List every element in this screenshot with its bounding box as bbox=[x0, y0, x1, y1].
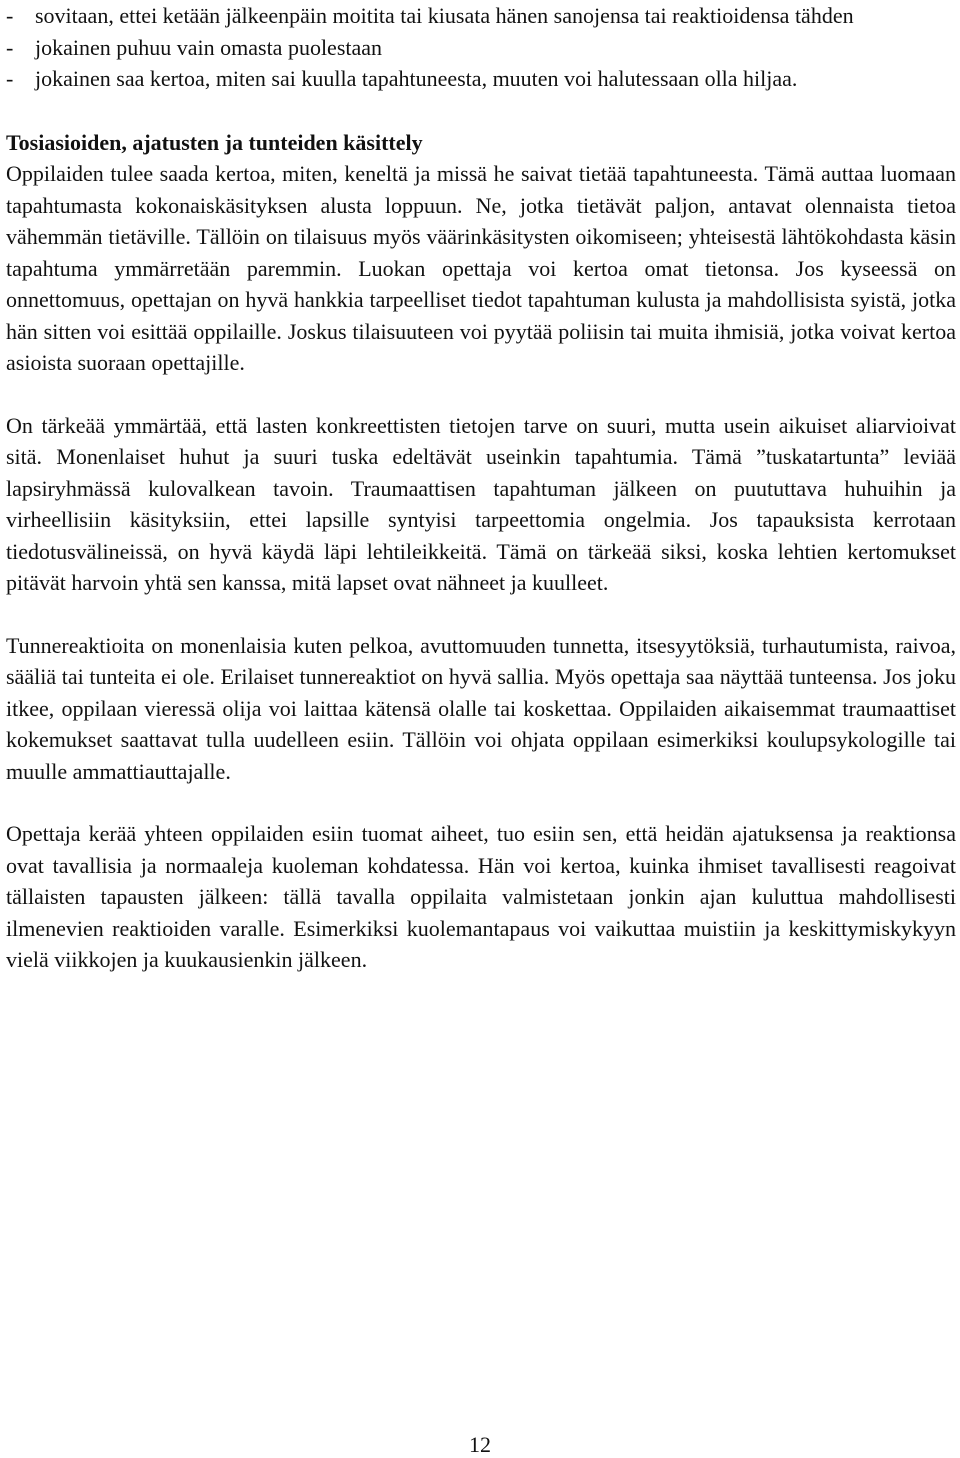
page-number: 12 bbox=[469, 1432, 491, 1457]
bullet-marker: - bbox=[6, 3, 14, 28]
bullet-marker: - bbox=[6, 34, 14, 60]
bullet-list bbox=[6, 0, 956, 95]
list-item bbox=[6, 32, 956, 64]
bullet-text: jokainen puhuu vain omasta puolestaan bbox=[35, 34, 383, 60]
bullet-marker: - bbox=[6, 66, 14, 91]
bullet-text: sovitaan, ettei ketään jälkeenpäin moitita tai kiusata hänen sanojensa tai reaktioidensa tähden bbox=[35, 3, 854, 28]
list-item bbox=[6, 0, 956, 32]
paragraph: Opettaja kerää yhteen oppilaiden esiin tuomat aiheet, tuo esiin sen, että heidän ajatuksensa ja reaktionsa ovat tavallisia ja normaaleja kuoleman kohdatessa. Hän voi kertoa, kuinka ihmiset tavallisesti reagoivat tällaisten tapausten jälkeen: tällä tavalla oppilaita valmistetaan jonkin ajan kuluttua mahdollisesti ilmenevien reaktioiden varalle. Esimerkiksi kuolemantapaus voi vaikuttaa muistiin ja keskittymiskykyyn vielä viikkojen ja kuukausienkin jälkeen. bbox=[6, 821, 956, 972]
paragraph: On tärkeää ymmärtää, että lasten konkreettisten tietojen tarve on suuri, mutta usein aikuiset aliarvioivat sitä. Monenlaiset huhut ja suuri tuska edeltävät useinkin tapahtumia. Tämä ”tuskatartunta” leviää lapsiryhmässä kulovalkean tavoin. Traumaattisen tapahtuman jälkeen on puututtava huhuihin ja virheellisiin käsityksiin, ettei lapsille syntyisi tarpeettomia ongelmia. Jos tapauksista kerrotaan tiedotusvälineissä, on hyvä käydä läpi lehtileikkeitä. Tämä on tärkeää siksi, koska lehtien kertomukset pitävät harvoin yhtä sen kanssa, mitä lapset ovat nähneet ja kuulleet. bbox=[6, 412, 956, 595]
page-content bbox=[6, 0, 956, 976]
paragraph: Oppilaiden tulee saada kertoa, miten, keneltä ja missä he saivat tietää tapahtuneesta. Tämä auttaa luomaan tapahtumasta kokonaiskäsityksen alusta loppuun. Ne, jotka tietävät paljon, antavat olennaista tietoa vähemmän tietäville. Tällöin on tilaisuus myös väärinkäsitysten oikomiseen; yhteisestä lähtökohdasta käsin tapahtuma ymmärretään paremmin. Luokan opettaja voi kertoa omat tietonsa. Jos kyseessä on onnettomuus, opettajan on hyvä hankkia tarpeelliset tiedot tapahtuman kulusta ja mahdollisista syistä, jotka hän sitten voi esittää oppilaille. Joskus tilaisuuteen voi pyytää poliisin tai muita ihmisiä, jotka voivat kertoa asioista suoraan opettajille. bbox=[6, 161, 956, 375]
paragraph: Tunnereaktioita on monenlaisia kuten pelkoa, avuttomuuden tunnetta, itsesyytöksiä, turhautumista, raivoa, sääliä tai tunteita ei ole. Erilaiset tunnereaktiot on hyvä sallia. Myös opettaja saa näyttää tunteensa. Jos joku itkee, oppilaan vieressä olija voi laittaa kätensä olalle tai koskettaa. Oppilaiden aikaisemmat traumaattiset kokemukset saattavat tulla uudelleen esiin. Tällöin voi ohjata oppilaan esimerkiksi koulupsykologille tai muulle ammattiauttajalle. bbox=[6, 632, 956, 784]
section-heading: Tosiasioiden, ajatusten ja tunteiden käsittely bbox=[6, 129, 423, 155]
list-item bbox=[6, 63, 956, 95]
bullet-text: jokainen saa kertoa, miten sai kuulla tapahtuneesta, muuten voi halutessaan olla hiljaa. bbox=[35, 66, 798, 91]
